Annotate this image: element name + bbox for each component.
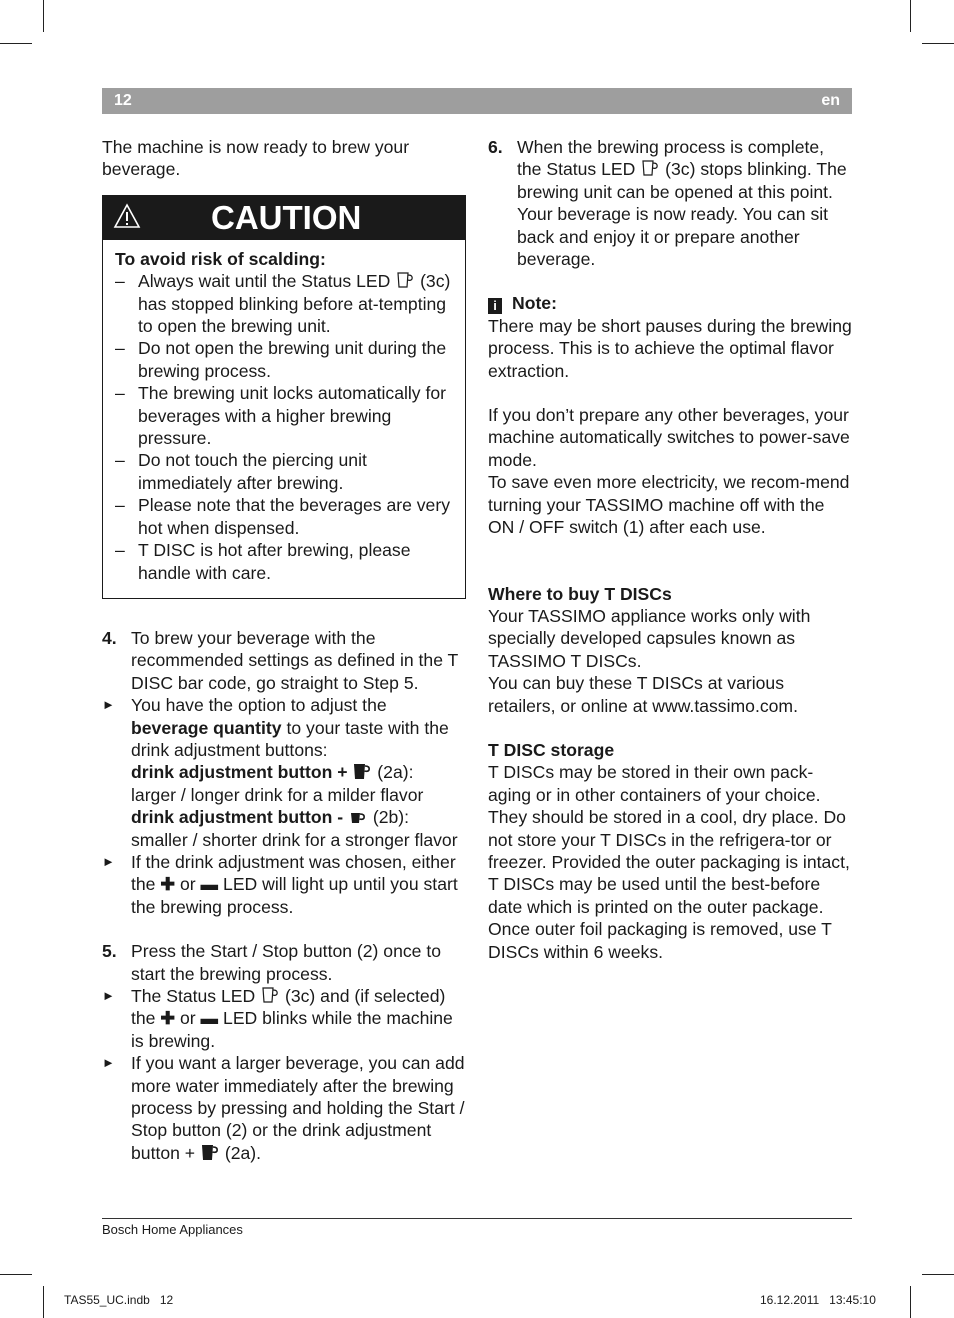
caution-header	[103, 196, 465, 240]
step-text: To brew your beverage with the recommended settings as defined in the T DISC bar code, go straight to Step 5.	[131, 627, 458, 693]
caution-box	[102, 195, 466, 599]
step-text: When the brewing process is complete, the Status LED	[517, 137, 825, 180]
step-5	[102, 940, 466, 985]
bullet-text: You have the option to adjust the	[131, 695, 387, 716]
caution-title: CAUTION	[211, 198, 362, 236]
step-5-bullet	[102, 1052, 466, 1164]
bullet-text: The Status LED	[131, 986, 256, 1006]
footer-divider	[102, 1218, 852, 1219]
large-cup-icon	[200, 1142, 220, 1162]
bullet-text: LED will light up until you start the brewing process.	[131, 874, 458, 917]
cup-outline-icon	[260, 985, 280, 1005]
small-cup-icon	[348, 806, 368, 826]
plus-button-ref: (2a):	[377, 762, 414, 783]
language-label: en	[821, 92, 840, 109]
caution-item: – Do not touch the piercing unit immediately after brewing.	[115, 449, 453, 494]
caution-item-text: Do not touch the piercing unit immediately after brewing.	[138, 450, 367, 493]
slug-left: TAS55_UC.indb 12	[64, 1293, 174, 1307]
bullet-text: or	[180, 1008, 196, 1029]
note-label: Note:	[512, 293, 557, 314]
storage-paragraph: Once outer foil packaging is removed, use T DISCs within 6 weeks.	[488, 919, 832, 962]
minus-icon: ▬	[200, 874, 219, 895]
info-icon: i	[488, 298, 502, 314]
note-paragraph: To save even more electricity, we recom-mend turning your TASSIMO machine off with the ON / OFF switch (1) after each use.	[488, 472, 850, 538]
crop-mark	[0, 43, 32, 44]
caution-item-text: T DISC is hot after brewing, please handle with care.	[138, 540, 411, 583]
bullet-bold-text: beverage quantity	[131, 717, 282, 738]
crop-mark	[43, 1286, 44, 1318]
slug-right: 16.12.2011 13:45:10	[760, 1293, 876, 1307]
page-header	[102, 88, 852, 114]
step-text: Press the Start / Stop button (2) once to start the brewing process.	[131, 941, 442, 984]
crop-mark	[922, 1274, 954, 1275]
storage-heading: T DISC storage	[488, 739, 615, 760]
step-number: 6.	[488, 137, 503, 157]
caution-item: – Always wait until the Status LED (3c) has stopped blinking before at-tempting to open the brewing unit.	[115, 271, 451, 337]
cup-outline-icon	[640, 158, 660, 178]
minus-icon: ▬	[200, 1008, 219, 1029]
caution-body	[103, 240, 465, 598]
minus-button-ref: (2b):	[372, 807, 410, 828]
warning-triangle-icon	[113, 202, 141, 230]
caution-item-text: (3c) has stopped blinking before at-tempting to open the brewing unit.	[138, 271, 451, 337]
bullet-text: If the drink adjustment was chosen, either the	[131, 851, 456, 895]
bullet-text: LED blinks while the machine is brewing.	[131, 1008, 453, 1051]
step-6	[488, 136, 852, 270]
step-4-bullet	[102, 851, 466, 918]
note-paragraph: If you don’t prepare any other beverages, your machine automatically switches to power-save mode.	[488, 405, 850, 470]
minus-button-label: drink adjustment button -	[131, 807, 344, 828]
plus-button-desc: larger / longer drink for a milder flavor	[131, 784, 424, 805]
caution-item-text: Please note that the beverages are very hot when dispensed.	[138, 495, 450, 538]
arrow-bullet-icon: ►	[102, 1055, 115, 1071]
minus-button-desc: smaller / shorter drink for a stronger flavor	[131, 829, 458, 850]
cup-outline-icon	[395, 270, 415, 290]
crop-mark	[43, 0, 44, 32]
caution-item-text: The brewing unit locks automatically for beverages with a higher brewing pressure.	[138, 383, 447, 449]
step-4-bullet	[102, 694, 466, 851]
bullet-text: to your taste with the drink adjustment buttons:	[131, 717, 449, 760]
arrow-bullet-icon: ►	[102, 853, 115, 869]
bullet-text: (2a).	[224, 1142, 262, 1163]
caution-item-text: Always wait until the Status LED	[138, 271, 391, 292]
step-5-bullet	[102, 985, 466, 1052]
intro-text: The machine is now ready to brew your beverage.	[102, 137, 410, 180]
plus-icon: ✚	[160, 874, 176, 895]
caution-item-text: Do not open the brewing unit during the brewing process.	[138, 338, 447, 381]
plus-button-label: drink adjustment button +	[131, 762, 348, 783]
caution-item: – The brewing unit locks automatically for beverages with a higher brewing pressure.	[115, 382, 453, 449]
right-column	[488, 136, 852, 963]
note-heading	[488, 292, 852, 314]
arrow-bullet-icon: ►	[102, 988, 115, 1003]
bullet-text: If you want a larger beverage, you can add more water immediately after the brewing process by pressing and holding the Start / Stop button (2) or the drink adjustment button +	[131, 1053, 465, 1163]
crop-mark	[922, 43, 954, 44]
crop-mark	[910, 0, 911, 32]
note-paragraph: There may be short pauses during the brewing process. This is to achieve the optimal flavor extraction.	[488, 315, 852, 381]
caution-item: – Please note that the beverages are very hot when dispensed.	[115, 494, 453, 539]
where-paragraph: Your TASSIMO appliance works only with specially developed capsules known as TASSIMO T DISCs.	[488, 605, 811, 671]
where-heading: Where to buy T DISCs	[488, 583, 672, 604]
caution-item: – T DISC is hot after brewing, please handle with care.	[115, 539, 453, 584]
caution-item: – Do not open the brewing unit during the brewing process.	[115, 337, 453, 382]
storage-paragraph: T DISCs may be stored in their own pack-aging or in other containers of your choice. They should be stored in a cool, dry place. Do not store your T DISCs in the refrigera-tor or freezer. Provided the outer packaging is intact, T DISCs may be used until the best-before date which is printed on the outer package.	[488, 762, 850, 917]
page-number: 12	[114, 92, 132, 109]
step-number: 4.	[102, 627, 117, 648]
caution-heading: To avoid risk of scalding:	[115, 248, 326, 269]
step-text: (3c) stops blinking. The brewing unit can be opened at this point. Your beverage is now ready. You can sit back and enjoy it or prepare another beverage.	[517, 159, 847, 270]
footer-brand: Bosch Home Appliances	[102, 1222, 243, 1237]
crop-mark	[910, 1286, 911, 1318]
step-4	[102, 627, 466, 694]
left-column	[102, 136, 466, 1164]
arrow-bullet-icon: ►	[102, 697, 115, 713]
crop-mark	[0, 1274, 32, 1275]
step-number: 5.	[102, 941, 117, 962]
large-cup-icon	[352, 761, 372, 781]
plus-icon: ✚	[160, 1008, 176, 1029]
where-paragraph: You can buy these T DISCs at various retailers, or online at www.tassimo.com.	[488, 673, 798, 716]
bullet-text: or	[180, 874, 196, 895]
bullet-text: (3c) and (if selected) the	[131, 986, 446, 1029]
